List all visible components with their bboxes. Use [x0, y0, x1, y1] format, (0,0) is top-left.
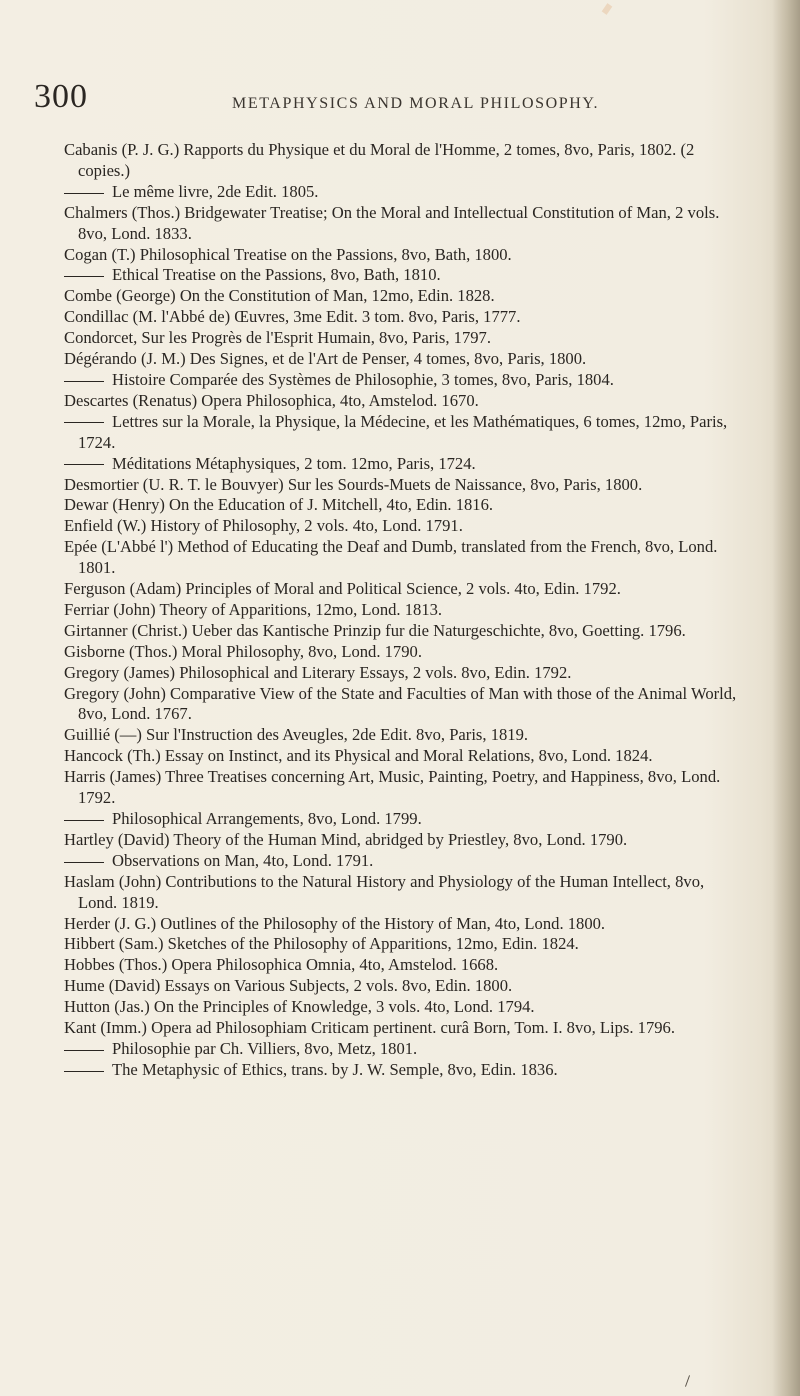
bibliography-entry: [64, 265, 742, 286]
bibliography-entry: [64, 475, 742, 496]
running-title: METAPHYSICS AND MORAL PHILOSOPHY.: [232, 95, 600, 112]
entry-text: Hartley (David) Theory of the Human Mind, abridged by Priestley, 8vo, Lond. 1790.: [64, 829, 628, 849]
bibliography-entry: [64, 600, 742, 621]
page-number: 300: [34, 78, 88, 115]
ditto-dash: [64, 464, 104, 465]
entry-text: Dewar (Henry) On the Education of J. Mitchell, 4to, Edin. 1816.: [64, 495, 494, 515]
entry-text: Epée (L'Abbé l') Method of Educating the Deaf and Dumb, translated from the French, 8vo, Lond. 1801.: [64, 537, 718, 578]
entry-text: Herder (J. G.) Outlines of the Philosophy of the History of Man, 4to, Lond. 1800.: [64, 913, 606, 933]
entry-text: Observations on Man, 4to, Lond. 1791.: [112, 850, 374, 870]
bibliography-entry: [64, 746, 742, 767]
bibliography-entry: [64, 621, 742, 642]
entry-text: Hibbert (Sam.) Sketches of the Philosophy of Apparitions, 12mo, Edin. 1824.: [64, 934, 579, 954]
bibliography-entry: [64, 286, 742, 307]
bibliography-entry: [64, 955, 742, 976]
bibliography-entry: [64, 537, 742, 579]
bibliography-entry: [64, 391, 742, 412]
entry-text: Lettres sur la Morale, la Physique, la Médecine, et les Mathématiques, 6 tomes, 12mo, Paris, 1724.: [78, 411, 728, 452]
ditto-dash: [64, 820, 104, 821]
bibliography-entry: [64, 203, 742, 245]
entry-text: Girtanner (Christ.) Ueber das Kantische Prinzip fur die Naturgeschichte, 8vo, Goetting. 1796.: [64, 620, 686, 640]
bibliography-entry: [64, 830, 742, 851]
ditto-dash: [64, 862, 104, 863]
ink-tick: [685, 1375, 690, 1387]
ditto-dash: [64, 1071, 104, 1072]
bibliography-entry: [64, 663, 742, 684]
bibliography-entry: [64, 370, 742, 391]
bibliography-entry: [64, 495, 742, 516]
bibliography-entry: [64, 851, 742, 872]
bibliography-entry: [64, 579, 742, 600]
bibliography-entry: [64, 725, 742, 746]
bibliography-entry: [64, 307, 742, 328]
bibliography-entry: [64, 454, 742, 475]
bibliography-entry: [64, 1060, 742, 1081]
entry-text: Descartes (Renatus) Opera Philosophica, 4to, Amstelod. 1670.: [64, 390, 479, 410]
entry-text: Condorcet, Sur les Progrès de l'Esprit Humain, 8vo, Paris, 1797.: [64, 328, 492, 348]
entry-text: Hancock (Th.) Essay on Instinct, and its Physical and Moral Relations, 8vo, Lond. 1824.: [64, 746, 653, 766]
ditto-dash: [64, 276, 104, 277]
bibliography-entry: [64, 914, 742, 935]
entry-text: Philosophical Arrangements, 8vo, Lond. 1799.: [112, 809, 422, 828]
entry-text: Cabanis (P. J. G.) Rapports du Physique et du Moral de l'Homme, 2 tomes, 8vo, Paris, 1802. (2 copies.): [64, 140, 695, 180]
bibliography-entry: [64, 872, 742, 914]
ditto-dash: [64, 422, 104, 423]
entry-text: Chalmers (Thos.) Bridgewater Treatise; On the Moral and Intellectual Constitution of Man, 2 vols. 8vo, Lond. 1833.: [64, 202, 720, 243]
bibliography-entry: [64, 997, 742, 1018]
bibliography-entry: [64, 1018, 742, 1039]
bibliography-entry: [64, 642, 742, 663]
entry-text: Gregory (John) Comparative View of the State and Faculties of Man with those of the Animal World, 8vo, Lond. 1767.: [64, 683, 737, 724]
entry-text: Ferriar (John) Theory of Apparitions, 12mo, Lond. 1813.: [64, 599, 443, 619]
entry-text: Le même livre, 2de Edit. 1805.: [112, 181, 319, 201]
bibliography-entry: [64, 934, 742, 955]
entry-text: Ferguson (Adam) Principles of Moral and Political Science, 2 vols. 4to, Edin. 1792.: [64, 579, 621, 599]
ditto-dash: [64, 381, 104, 382]
entry-text: Gregory (James) Philosophical and Literary Essays, 2 vols. 8vo, Edin. 1792.: [64, 662, 572, 682]
entry-text: Méditations Métaphysiques, 2 tom. 12mo, Paris, 1724.: [112, 453, 476, 473]
bibliography-entry: [64, 182, 742, 203]
bibliography-list: [64, 140, 742, 1081]
entry-text: Enfield (W.) History of Philosophy, 2 vols. 4to, Lond. 1791.: [64, 516, 463, 536]
entry-text: Hutton (Jas.) On the Principles of Knowledge, 3 vols. 4to, Lond. 1794.: [64, 997, 535, 1017]
bibliography-entry: [64, 412, 742, 454]
entry-text: Philosophie par Ch. Villiers, 8vo, Metz, 1801.: [112, 1038, 418, 1058]
bibliography-entry: [64, 976, 742, 997]
bibliography-entry: [64, 516, 742, 537]
entry-text: Guillié (—) Sur l'Instruction des Aveugles, 2de Edit. 8vo, Paris, 1819.: [64, 725, 529, 745]
paper-mark: [602, 3, 613, 15]
entry-text: Haslam (John) Contributions to the Natural History and Physiology of the Human Intellect, 8vo, Lond. 1819.: [64, 871, 705, 912]
entry-text: Histoire Comparée des Systèmes de Philosophie, 3 tomes, 8vo, Paris, 1804.: [112, 369, 614, 389]
entry-text: The Metaphysic of Ethics, trans. by J. W. Semple, 8vo, Edin. 1836.: [112, 1059, 558, 1079]
entry-text: Hume (David) Essays on Various Subjects, 2 vols. 8vo, Edin. 1800.: [64, 976, 513, 996]
ditto-dash: [64, 1050, 104, 1051]
bibliography-entry: [64, 767, 742, 809]
bibliography-entry: [64, 245, 742, 266]
bibliography-entry: [64, 328, 742, 349]
page-header: [34, 68, 774, 118]
entry-text: Hobbes (Thos.) Opera Philosophica Omnia, 4to, Amstelod. 1668.: [64, 955, 499, 975]
entry-text: Harris (James) Three Treatises concerning Art, Music, Painting, Poetry, and Happiness, 8vo, Lond. 1792.: [64, 767, 721, 808]
bibliography-entry: [64, 140, 742, 182]
ditto-dash: [64, 193, 104, 194]
entry-text: Dégérando (J. M.) Des Signes, et de l'Art de Penser, 4 tomes, 8vo, Paris, 1800.: [64, 349, 587, 369]
bibliography-entry: [64, 684, 742, 726]
bibliography-entry: [64, 809, 742, 830]
entry-text: Gisborne (Thos.) Moral Philosophy, 8vo, Lond. 1790.: [64, 641, 422, 661]
entry-text: Condillac (M. l'Abbé de) Œuvres, 3me Edit. 3 tom. 8vo, Paris, 1777.: [64, 307, 521, 327]
entry-text: Desmortier (U. R. T. le Bouvyer) Sur les Sourds-Muets de Naissance, 8vo, Paris, 1800.: [64, 474, 643, 494]
entry-text: Kant (Imm.) Opera ad Philosophiam Criticam pertinent. curâ Born, Tom. I. 8vo, Lips. 1796.: [64, 1018, 676, 1038]
bibliography-entry: [64, 349, 742, 370]
page-edge-shadow: [772, 0, 800, 1396]
entry-text: Ethical Treatise on the Passions, 8vo, Bath, 1810.: [112, 265, 441, 285]
entry-text: Combe (George) On the Constitution of Man, 12mo, Edin. 1828.: [64, 286, 495, 306]
bibliography-entry: [64, 1039, 742, 1060]
entry-text: Cogan (T.) Philosophical Treatise on the Passions, 8vo, Bath, 1800.: [64, 244, 512, 264]
